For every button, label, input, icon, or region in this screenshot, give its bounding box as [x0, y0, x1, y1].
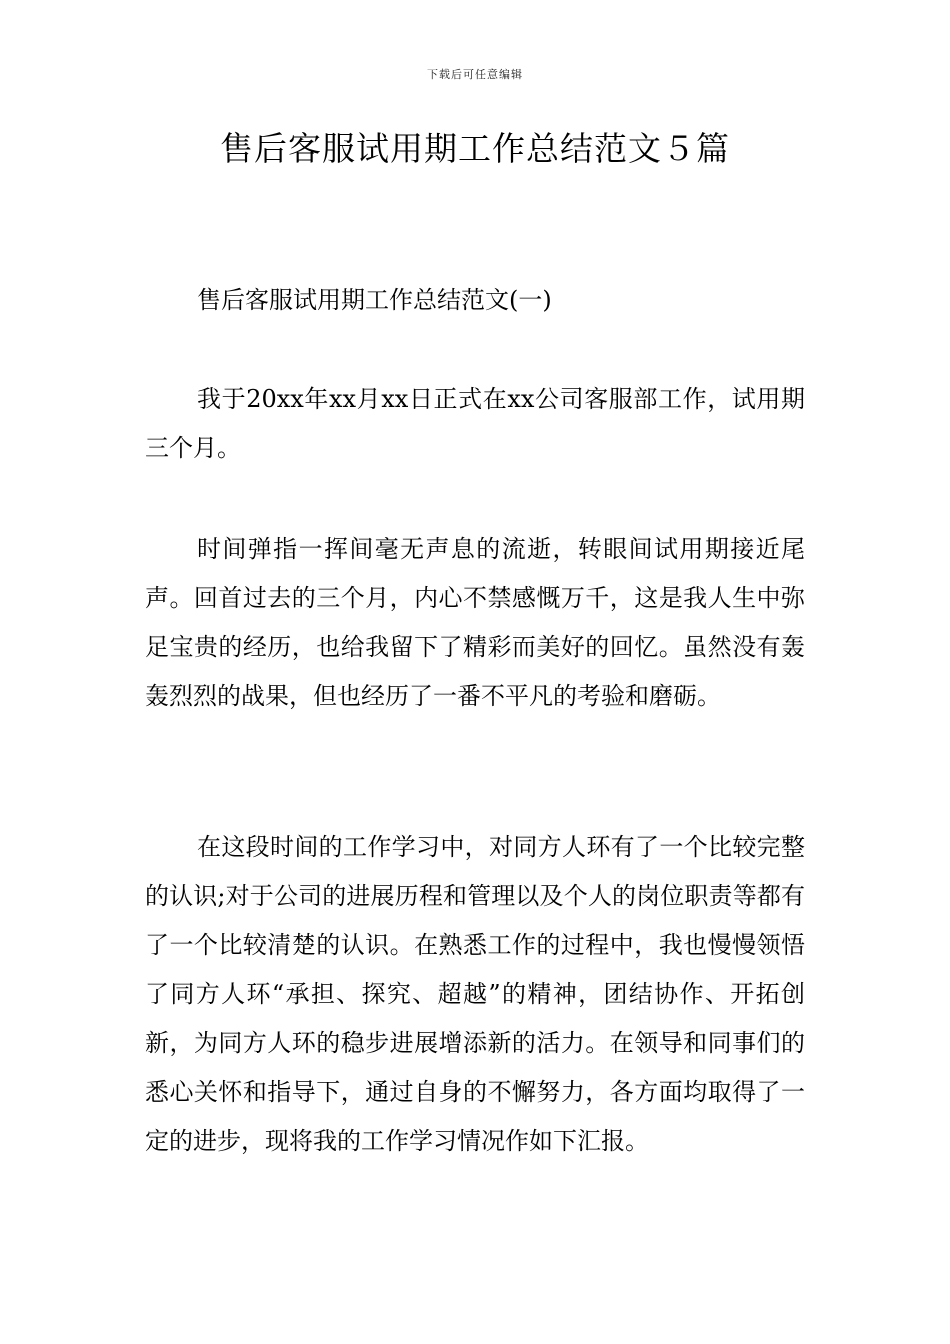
paragraph-1: 我于20xx年xx月xx日正式在xx公司客服部工作，试用期三个月。 — [145, 385, 805, 462]
paragraph-3: 在这段时间的工作学习中，对同方人环有了一个比较完整的认识;对于公司的进展历程和管理以及个人的岗位职责等都有了一个比较清楚的认识。在熟悉工作的过程中，我也慢慢领悟了同方人环“承担、探究、超越”的精神，团结协作、开拓创新，为同方人环的稳步进展增添新的活力。在领导和同事们的悉心关怀和指导下，通过自身的不懈努力，各方面均取得了一定的进步，现将我的工作学习情况作如下汇报。 — [145, 833, 805, 1155]
header-note: 下载后可任意编辑 — [427, 68, 523, 81]
paragraph-2: 时间弹指一挥间毫无声息的流逝，转眼间试用期接近尾声。回首过去的三个月，内心不禁感慨万千，这是我人生中弥足宝贵的经历，也给我留下了精彩而美好的回忆。虽然没有轰轰烈烈的战果，但也经历了一番不平凡的考验和磨砺。 — [145, 535, 805, 710]
document-title: 售后客服试用期工作总结范文５篇 — [220, 129, 730, 168]
section-heading: 售后客服试用期工作总结范文(一) — [197, 286, 552, 314]
